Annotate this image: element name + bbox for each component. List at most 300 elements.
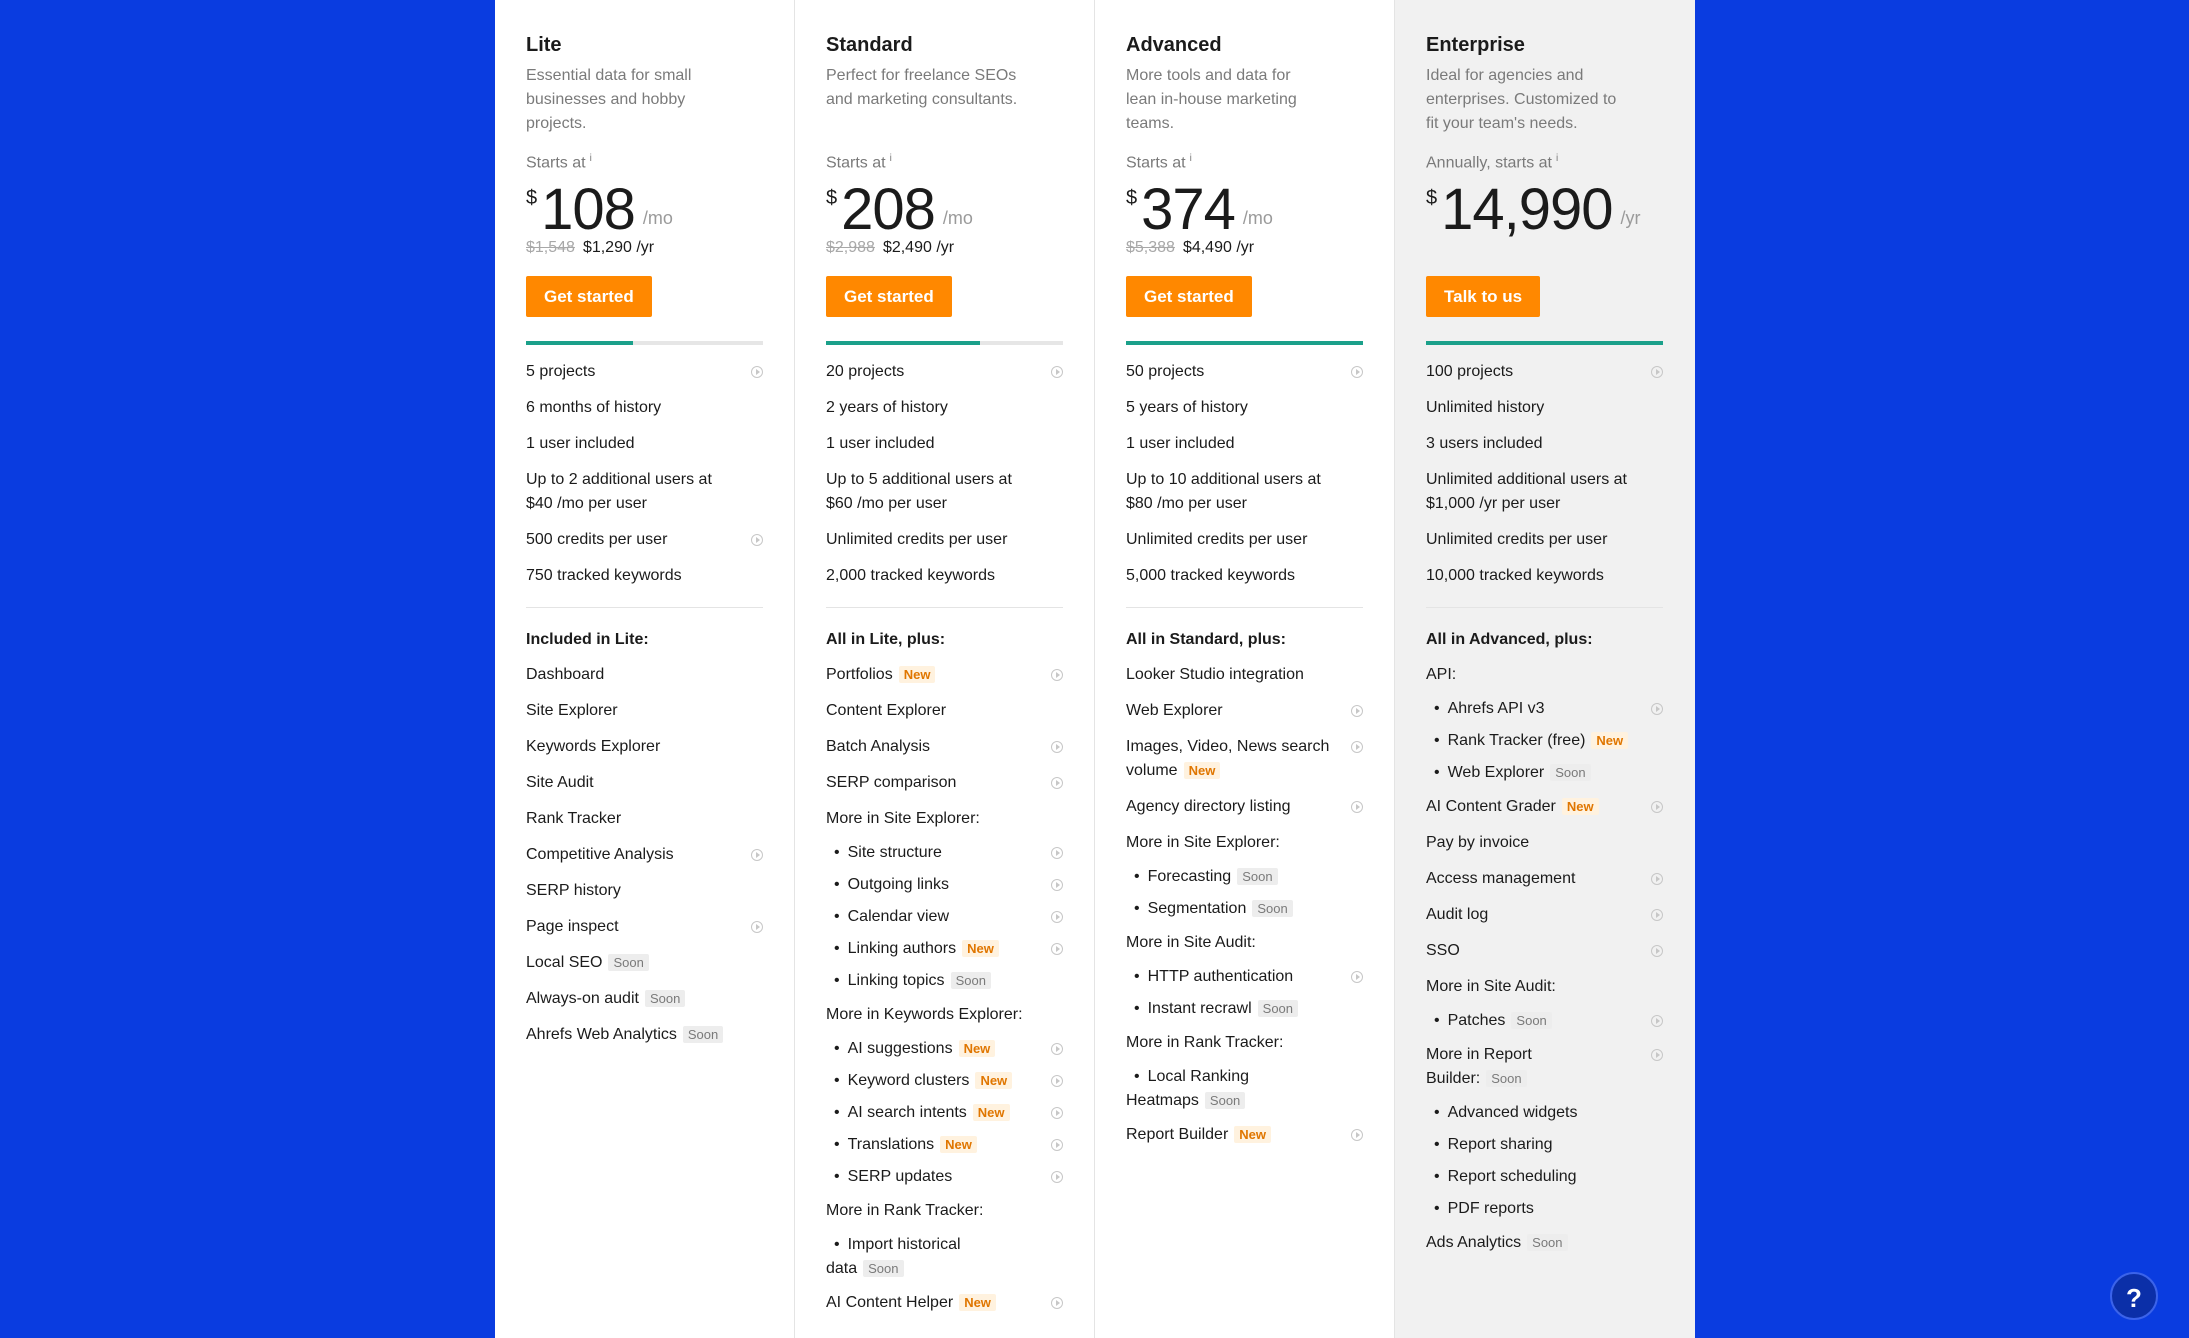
play-icon[interactable] [1651,945,1663,957]
feature-item [526,838,763,874]
feature-item [1126,894,1363,926]
play-icon[interactable] [751,366,763,378]
feature-text: Local SEO [526,954,603,972]
feature-item [826,1286,1063,1322]
plan-description: Essential data for small businesses and hobby projects. [526,67,692,132]
feature-label [1426,903,1488,927]
feature-text: PDF reports [1447,1200,1534,1218]
feature-text: Report sharing [1447,1136,1553,1154]
yearly-price [826,237,1064,259]
feature-item [1126,730,1363,790]
feature-label [526,843,674,867]
feature-item [1126,1062,1363,1118]
feature-text: Competitive Analysis [526,846,674,864]
feature-label [1126,997,1298,1021]
soon-badge: Soon [1205,1092,1245,1109]
usage-progress-bar [1126,341,1363,345]
cta-button[interactable]: Get started [526,276,652,317]
feature-text: Keywords Explorer [526,738,661,756]
play-icon[interactable] [1051,1297,1063,1309]
feature-item [1426,826,1663,862]
feature-text: Site Audit [526,774,594,792]
price-amount: 208 [841,177,935,243]
feature-text: Report Builder [1126,1126,1229,1144]
feature-label [1426,867,1575,891]
yearly-price [526,237,764,259]
feature-text: Instant recrawl [1147,1000,1252,1018]
feature-label [526,987,685,1011]
limit-text: 3 users included [1426,435,1543,453]
feature-item [826,1130,1063,1162]
feature-text: More in Keywords Explorer: [826,1006,1023,1024]
play-icon[interactable] [1351,705,1363,717]
limit-row [1126,391,1363,427]
feature-item [826,1162,1063,1194]
feature-text: Rank Tracker [526,810,622,828]
limit-row [826,427,1063,463]
feature-text: SERP updates [847,1168,953,1186]
feature-item [1126,658,1363,694]
feature-item [526,982,763,1018]
feature-label [526,807,621,831]
feature-item [1126,862,1363,894]
feature-label [1426,1231,1568,1255]
feature-text: AI search intents [847,1104,967,1122]
feature-text: More in Site Audit: [1426,978,1556,996]
price [1126,177,1364,243]
play-icon[interactable] [1651,1015,1663,1027]
price-period: /mo [1242,208,1273,229]
feature-item [1426,898,1663,934]
feature-item [1426,970,1663,1006]
feature-label [1426,1043,1636,1091]
plan-description: Perfect for freelance SEOs and marketing consultants. [826,67,1018,108]
feature-text: Forecasting [1147,868,1232,886]
limit-row [1126,463,1363,523]
limit-row [1426,355,1663,391]
plan-column-lite [495,0,795,1338]
new-badge: New [1234,1126,1271,1143]
limit-text: 5 years of history [1126,399,1248,417]
new-badge: New [899,666,936,683]
play-icon[interactable] [1051,911,1063,923]
new-badge: New [962,940,999,957]
feature-item [1126,790,1363,826]
feature-item [1126,1026,1363,1062]
cta-button[interactable]: Talk to us [1426,276,1540,317]
feature-label [1126,1123,1271,1147]
play-icon[interactable] [1351,801,1363,813]
limit-text: Unlimited history [1426,399,1545,417]
cta-button[interactable]: Get started [826,276,952,317]
yearly-new-price: $4,490 /yr [1182,239,1255,257]
play-icon[interactable] [751,921,763,933]
feature-item [826,902,1063,934]
feature-label [826,905,949,929]
starts-at-text: Annually, starts at [1426,154,1552,172]
new-badge: New [975,1072,1012,1089]
usage-progress-bar [1426,341,1663,345]
divider [1426,607,1663,608]
feature-label [1426,697,1545,721]
feature-text: Pay by invoice [1426,834,1530,852]
feature-item [1426,1130,1663,1162]
play-icon[interactable] [1051,777,1063,789]
soon-badge: Soon [1252,900,1292,917]
limit-row [1426,463,1663,523]
feature-text: API: [1426,666,1457,684]
plan-name: Enterprise [1426,34,1525,56]
plan-limits [826,355,1064,595]
soon-badge: Soon [1258,1000,1298,1017]
limit-row [1426,559,1663,595]
feature-item [826,730,1063,766]
soon-badge: Soon [645,990,685,1007]
feature-item [826,802,1063,838]
feature-label [1426,1009,1552,1033]
plan-name: Lite [526,34,562,56]
play-icon[interactable] [1051,1171,1063,1183]
feature-label [826,663,935,687]
play-icon[interactable] [1051,366,1063,378]
play-icon[interactable] [1051,943,1063,955]
limit-text: Unlimited credits per user [1126,531,1308,549]
feature-item [526,874,763,910]
feature-label [826,699,946,723]
price-period: /yr [1620,208,1641,229]
feature-item [526,694,763,730]
feature-label [1126,1031,1283,1055]
feature-text: Calendar view [847,908,949,926]
feature-item [1126,826,1363,862]
feature-label [826,1101,1010,1125]
info-icon[interactable]: i [1189,153,1192,164]
new-badge: New [959,1040,996,1057]
play-icon[interactable] [1351,1129,1363,1141]
feature-item [1426,1038,1663,1098]
feature-item [1126,962,1363,994]
feature-text: Linking authors [847,940,957,958]
feature-label [1426,1197,1534,1221]
soon-badge: Soon [1550,764,1590,781]
play-icon[interactable] [1351,741,1363,753]
feature-item [1426,1162,1663,1194]
price-currency: $ [1126,187,1138,210]
feature-item [826,766,1063,802]
play-icon[interactable] [751,849,763,861]
limit-row [1426,523,1663,559]
features-section-title: Included in Lite: [526,631,649,649]
plan-name: Standard [826,34,913,56]
feature-item [826,1034,1063,1066]
play-icon[interactable] [1051,847,1063,859]
limit-row [526,427,763,463]
usage-progress-fill [526,341,633,345]
feature-text: SSO [1426,942,1460,960]
play-icon[interactable] [1051,1139,1063,1151]
help-button[interactable]: ? [2110,1272,2158,1320]
feature-text: Keyword clusters [847,1072,970,1090]
feature-text: SERP comparison [826,774,957,792]
feature-label [1126,931,1256,955]
feature-label [526,1023,723,1047]
feature-item [826,1066,1063,1098]
play-icon[interactable] [1051,879,1063,891]
divider [1126,607,1363,608]
play-icon[interactable] [751,534,763,546]
price-amount: 108 [541,177,635,243]
limit-text: 2,000 tracked keywords [826,567,995,585]
feature-text: AI suggestions [847,1040,953,1058]
pricing-table [495,0,1695,1338]
price [526,177,764,243]
feature-text: Agency directory listing [1126,798,1291,816]
feature-item [826,1098,1063,1130]
new-badge: New [973,1104,1010,1121]
feature-text: Audit log [1426,906,1489,924]
feature-item [1426,694,1663,726]
feature-text: HTTP authentication [1147,968,1294,986]
feature-text: Always-on audit [526,990,639,1008]
limit-text: 750 tracked keywords [526,567,682,585]
plan-description: Ideal for agencies and enterprises. Customized to fit your team's needs. [1426,67,1617,132]
feature-label [1426,831,1529,855]
feature-label [826,1003,1023,1027]
feature-text: Ahrefs API v3 [1447,700,1545,718]
feature-label [1426,1133,1553,1157]
price-currency: $ [526,187,538,210]
feature-text: Batch Analysis [826,738,931,756]
limit-text: 1 user included [826,435,935,453]
feature-text: Local Ranking Heatmaps [1126,1068,1250,1110]
feature-item [826,694,1063,730]
play-icon[interactable] [1651,801,1663,813]
feature-label [526,915,619,939]
feature-label [826,937,999,961]
price [1426,177,1665,243]
limit-text: 1 user included [526,435,635,453]
feature-text: AI Content Grader [1426,798,1556,816]
plan-name: Advanced [1126,34,1222,56]
feature-text: Linking topics [847,972,945,990]
feature-item [1426,726,1663,758]
play-icon[interactable] [1051,741,1063,753]
play-icon[interactable] [1051,1043,1063,1055]
starts-at-label [526,149,764,173]
feature-label [1426,795,1599,819]
feature-label [826,1291,996,1315]
feature-item [826,1194,1063,1230]
features-section-title: All in Advanced, plus: [1426,631,1593,649]
play-icon[interactable] [1051,669,1063,681]
price-period: /mo [942,208,973,229]
feature-item [526,802,763,838]
play-icon[interactable] [1651,909,1663,921]
price-currency: $ [1426,187,1438,210]
limit-row [526,559,763,595]
limit-row [1126,427,1363,463]
feature-text: Dashboard [526,666,605,684]
feature-label [1426,939,1460,963]
usage-progress-bar [826,341,1063,345]
feature-label [826,1037,995,1061]
price-amount: 14,990 [1441,177,1613,243]
play-icon[interactable] [1351,366,1363,378]
feature-item [526,766,763,802]
feature-label [1126,831,1280,855]
feature-label [526,699,618,723]
feature-text: More in Rank Tracker: [1126,1034,1284,1052]
limit-row [1126,523,1363,559]
feature-text: AI Content Helper [826,1294,954,1312]
play-icon[interactable] [1651,1049,1663,1061]
soon-badge: Soon [1511,1012,1551,1029]
feature-text: More in Rank Tracker: [826,1202,984,1220]
soon-badge: Soon [951,972,991,989]
limit-row [526,391,763,427]
new-badge: New [1562,798,1599,815]
feature-label [826,1199,983,1223]
feature-label [526,735,660,759]
feature-label [826,807,980,831]
feature-label [826,1165,952,1189]
starts-at-text: Starts at [826,154,886,172]
feature-item [1126,926,1363,962]
soon-badge: Soon [1237,868,1277,885]
new-badge: New [1184,762,1221,779]
play-icon[interactable] [1051,1075,1063,1087]
usage-progress-fill [1426,341,1663,345]
feature-text: Rank Tracker (free) [1447,732,1586,750]
play-icon[interactable] [1051,1107,1063,1119]
feature-item [1426,790,1663,826]
limit-text: 1 user included [1126,435,1235,453]
soon-badge: Soon [1527,1234,1567,1251]
feature-item [526,658,763,694]
feature-text: More in Site Audit: [1126,934,1256,952]
feature-text: Translations [847,1136,935,1154]
feature-text: Ads Analytics [1426,1234,1522,1252]
limit-text: 20 projects [826,363,905,381]
feature-label [1426,975,1556,999]
feature-item [1426,934,1663,970]
feature-item [1426,1194,1663,1226]
feature-text: Site Explorer [526,702,618,720]
feature-label [1426,761,1591,785]
feature-item [526,910,763,946]
feature-label [1126,865,1278,889]
feature-label [826,1133,977,1157]
feature-label [1126,699,1223,723]
limit-row [526,355,763,391]
info-icon[interactable]: i [1555,153,1559,164]
feature-text: Portfolios [826,666,893,684]
feature-label [526,951,649,975]
starts-at-label [1126,149,1364,173]
limit-row [1126,355,1363,391]
new-badge: New [940,1136,977,1153]
feature-text: Web Explorer [1126,702,1223,720]
feature-label [1426,663,1456,687]
feature-text: Advanced widgets [1447,1104,1578,1122]
divider [526,607,763,608]
soon-badge: Soon [863,1260,903,1277]
limit-text: 2 years of history [826,399,948,417]
info-icon[interactable]: i [889,153,892,164]
feature-label [526,879,621,903]
feature-item [1426,862,1663,898]
plan-limits [526,355,764,595]
yearly-old-price: $2,988 [826,239,875,257]
feature-text: Content Explorer [826,702,947,720]
feature-label [1126,795,1291,819]
limit-text: 10,000 tracked keywords [1426,567,1604,585]
limit-row [1426,427,1663,463]
play-icon[interactable] [1351,971,1363,983]
new-badge: New [1591,732,1628,749]
limit-text: Up to 2 additional users at $40 /mo per user [526,471,712,513]
yearly-price [1126,237,1364,259]
feature-text: Import historical data [826,1236,961,1278]
feature-text: Outgoing links [847,876,949,894]
feature-label [826,1233,1036,1281]
limit-row [1126,559,1363,595]
cta-button[interactable]: Get started [1126,276,1252,317]
usage-progress-fill [826,341,980,345]
play-icon[interactable] [1651,703,1663,715]
price-currency: $ [826,187,838,210]
limit-row [826,355,1063,391]
info-icon[interactable]: i [589,153,592,164]
feature-item [826,658,1063,694]
feature-label [1426,1101,1577,1125]
new-badge: New [959,1294,996,1311]
limit-text: 5 projects [526,363,596,381]
feature-text: Looker Studio integration [1126,666,1304,684]
feature-item [1426,1226,1663,1262]
starts-at-text: Starts at [1126,154,1186,172]
yearly-old-price: $5,388 [1126,239,1175,257]
limit-text: Unlimited credits per user [826,531,1008,549]
play-icon[interactable] [1651,873,1663,885]
limit-text: 6 months of history [526,399,662,417]
yearly-old-price: $1,548 [526,239,575,257]
feature-item [1426,658,1663,694]
limit-text: 100 projects [1426,363,1514,381]
feature-label [826,735,930,759]
limit-text: Unlimited additional users at $1,000 /yr per user [1426,471,1627,513]
soon-badge: Soon [608,954,648,971]
divider [826,607,1063,608]
feature-item [526,730,763,766]
feature-text: Report scheduling [1447,1168,1577,1186]
usage-progress-fill [1126,341,1363,345]
feature-item [526,1018,763,1054]
starts-at-label [826,149,1064,173]
limit-text: Unlimited credits per user [1426,531,1608,549]
plan-column-standard [795,0,1095,1338]
starts-at-label [1426,149,1665,173]
yearly-new-price: $2,490 /yr [882,239,955,257]
feature-item [1126,994,1363,1026]
plan-description: More tools and data for lean in-house marketing teams. [1126,67,1297,132]
limit-row [526,523,763,559]
feature-label [1126,1065,1336,1113]
feature-label [1126,735,1336,783]
play-icon[interactable] [1651,366,1663,378]
feature-label [1126,965,1293,989]
plan-limits [1126,355,1364,595]
